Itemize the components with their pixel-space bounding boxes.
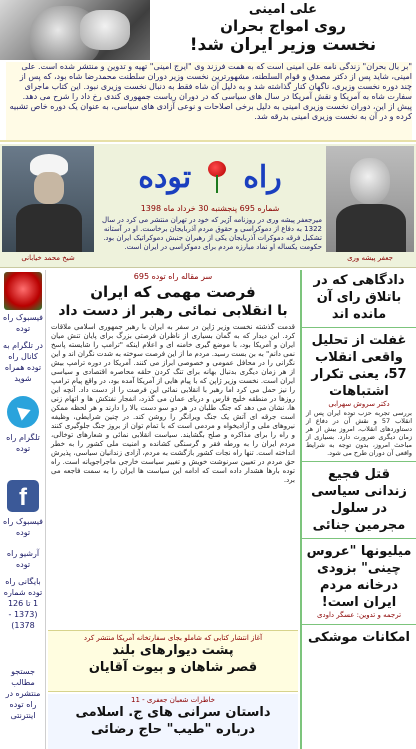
right-column bbox=[300, 270, 416, 749]
site-logo[interactable] bbox=[98, 152, 322, 202]
right-article-2-author: دکتر سروش سهرابی bbox=[328, 400, 390, 408]
divider bbox=[302, 538, 416, 539]
right-article-5-headline[interactable]: امکانات موشکی bbox=[308, 630, 410, 645]
pishevari-photo bbox=[326, 146, 414, 252]
khiabani-photo bbox=[2, 146, 94, 252]
editorial-kicker: سر مقاله راه توده 695 bbox=[133, 272, 213, 281]
editorial-headline[interactable]: فرصت مهمی که ایران bbox=[90, 283, 256, 301]
editorial-headline-line2[interactable]: با انقلابی نمائی رهبر از دست داد bbox=[58, 303, 288, 319]
top-banner-kicker: علی امینی bbox=[248, 2, 318, 17]
memoir-article-headline-line2[interactable]: درباره "طیب" حاج رضائی bbox=[90, 722, 256, 737]
photo-face-shape bbox=[350, 158, 390, 204]
photo-face-shape bbox=[34, 172, 64, 204]
logo-word-rah: راه bbox=[243, 159, 282, 195]
right-article-5 bbox=[302, 627, 416, 648]
divider bbox=[302, 461, 416, 462]
facebook-page-title[interactable]: فیسبوک راه توده bbox=[3, 313, 43, 333]
right-article-3-headline[interactable]: قتل فجیع زندانی سیاسی در سلول مجرمین جنائی bbox=[311, 467, 407, 533]
right-article-4-author: ترجمه و تدوین: عسگر داودی bbox=[316, 611, 402, 619]
rose-icon bbox=[205, 161, 229, 193]
khiabani-caption: شیخ محمد خیابانی bbox=[21, 254, 75, 262]
right-article-2-body: بررسی تجربه حزب توده ایران پس از انقلاب 57 و نقش آن در دفاع از دستاوردهای انقلاب، امروز بیش از هر زمان دیگری ضرورت دارد. بسیاری از مباحث امروز، بدون توجه به شرایط واقعی آن دوران طرح می شود. bbox=[306, 409, 413, 457]
memoir-article-headline[interactable]: داستان سرانی های ج. اسلامی bbox=[75, 705, 271, 720]
rose-image-icon[interactable] bbox=[4, 272, 42, 310]
right-article-1-headline[interactable]: دادگاهی که در باتلاق رای آن مانده اند bbox=[313, 273, 405, 322]
book-article-headline-line2[interactable]: قصر شاهان و بیوت آقایان bbox=[88, 660, 258, 675]
divider bbox=[302, 327, 416, 328]
rose-stem-shape bbox=[216, 175, 218, 193]
telegram-label[interactable]: تلگرام راه توده bbox=[6, 433, 40, 453]
photo-hand-shape bbox=[80, 10, 130, 50]
book-article-headline[interactable]: پشت دیوارهای بلند bbox=[112, 643, 234, 658]
book-article-kicker: آغاز انتشار کتابی که شاملو بجای سفارتخانه آمریکا منتشر کرد bbox=[83, 634, 263, 642]
telegram-icon[interactable] bbox=[7, 396, 39, 428]
issue-line: شماره 695 پنجشنبه 30 خرداد ماه 1398 bbox=[140, 204, 280, 213]
top-banner-paragraph: "بر بال بحران" زندگی نامه علی امینی است که به همت فرزند وی "ایرج امینی" تهیه و تدوین و منتشر شده است. علی امینی، شاید پس از دکتر مصدق و قوام السلطنه، مشهورترین نخست وزیر دوران سلطنت محمدرضا شاه بود، که پس از چند دوره نخست وزیری، ناگهان کنار گذاشته شد و به دلیل آن شاه فقط به دنبال نخست وزیری نبود. این کتاب ماجرای سفارت شاه به آمریکا و نقش آمریکا در سال های سیاسی که در دوران ریاست جمهوری کندی رخ داد را شرح می دهد. پیش از این، دوران نخست وزیری امینی به دلیل برخی اصلاحات و نوعی آزادی های سیاسی، به عنوان یک دوره خاص تشبیه کرده و در آن به نخست وزیری امینی بدرقه شد. bbox=[6, 62, 412, 140]
archive-link[interactable]: آرشیو راه توده bbox=[6, 549, 40, 569]
editorial-body: قدمت گذشته نخست وزیر ژاپن در سفر به ایران با رهبر جمهوری اسلامی ملاقات کرد. این دیدار که به گمان بسیاری از ناظران فرصتی بزرگ برای پایان تنش میان ایران و آمریکا بود، با موضع گیری خامنه ای و اعلام اینکه "ترامپ را شایسته پاسخ نمی دانم" به بن بست رسید. مردم ما از این فرصت سوخته به شدت نگران اند و این نگرانی را در محافل عمومی و خصوصی ابراز می کنند. آمریکا در دوره ترامپ بیش از هر زمان دیگری بدنبال بهانه برای تنگ کردن حلقه محاصره اقتصادی و سیاسی ایران است. نخست وزیر ژاپن که با پیام هایی از آمریکا آمده بود، در واقع پیام ترامپ را نیز حمل می کرد اما رهبر با انقلابی نمائی این فرصت را از دست داد. آنچه این روزها در منطقه خلیج فارس و دریای عمان می گذرد، انفجار نفتکش ها و اتهام زنی ها، نشان می دهد که جنگ طلبان در هر دو سو دست بالا را دارند و هر لحظه ممکن است جرقه ای آتش یک جنگ ویرانگر را روشن کند. در چنین شرایطی، وظیفه نیروهای ملی و آزادیخواه و مردمی است که با تمام توان از بروز جنگ جلوگیری کنند و راه را برای مذاکره و صلح بگشایند. سیاست انقلابی نمائی و شعارهای توخالی، مردم ایران را به ورطه فقر و گرسنگی کشانده و امنیت ملی کشور را به خطر انداخته است. تنها راه نجات کشور بازگشت به مردم، آزادی زندانیان سیاسی، پذیرش حق مردم در تعیین سرنوشت خویش و تغییر سیاست خارجی ماجراجویانه است. راه توده بارها هشدار داده است که ادامه این سیاست ها ایران را به سمت فاجعه می برد. bbox=[51, 323, 295, 484]
right-article-4 bbox=[302, 541, 416, 622]
top-banner-subtitle[interactable]: نخست وزیر ایران شد! bbox=[189, 35, 377, 55]
top-banner bbox=[0, 0, 416, 142]
right-article-4-headline[interactable]: میلیونها "عروس چینی" بزودی درخانه مردم ایران است! bbox=[306, 544, 412, 610]
memoir-article-kicker: خاطرات شعبان جعفری - 11 bbox=[131, 696, 215, 704]
search-link[interactable]: جستجو مطالب منتشره در راه توده اینترنتی bbox=[5, 667, 41, 720]
right-article-1 bbox=[302, 270, 416, 325]
right-article-2 bbox=[302, 330, 416, 459]
photo-suit-shape bbox=[336, 204, 406, 252]
book-article-block bbox=[48, 630, 298, 692]
right-article-3 bbox=[302, 464, 416, 536]
masthead-note: میرجعفر پیشه وری در روزنامه آژیر که خود در تهران منتشر می کرد در سال 1322 به دفاع از دموکراسی و حقوق مردم آذربایجان برخاست. او در آستانه تشکیل فرقه دموکرات آذربایجان یکی از رهبران جنبش دموکراتیک ایران بود. حکومت یکساله او نماد مبارزه مردم برای دموکراسی در ایران است. bbox=[102, 216, 322, 251]
left-sidebar bbox=[0, 270, 46, 749]
facebook-icon[interactable]: f bbox=[7, 480, 39, 512]
right-article-2-headline[interactable]: غفلت از تحلیل واقعی انقلاب 57، یعنی تکرار اشتباهات bbox=[311, 333, 407, 399]
photo-robe-shape bbox=[16, 204, 82, 252]
masthead bbox=[0, 144, 416, 268]
telegram-invite-text[interactable]: در تلگرام به کانال راه توده همراه شوید bbox=[3, 341, 43, 383]
archive-range-link[interactable]: بایگانی راه توده شماره 1 تا 126 (1373 - 1378) bbox=[3, 577, 43, 630]
facebook-label[interactable]: فیسبوک راه توده bbox=[3, 517, 43, 537]
top-banner-title[interactable]: روی امواج بحران bbox=[220, 17, 346, 35]
divider bbox=[302, 624, 416, 625]
memoir-article-block bbox=[48, 694, 298, 749]
logo-word-tudeh: توده bbox=[138, 159, 192, 195]
ali-amini-photo[interactable] bbox=[0, 0, 150, 60]
center-column bbox=[48, 270, 298, 749]
top-banner-headline[interactable] bbox=[152, 2, 414, 62]
pishevari-caption: جعفر پیشه وری bbox=[347, 254, 393, 262]
